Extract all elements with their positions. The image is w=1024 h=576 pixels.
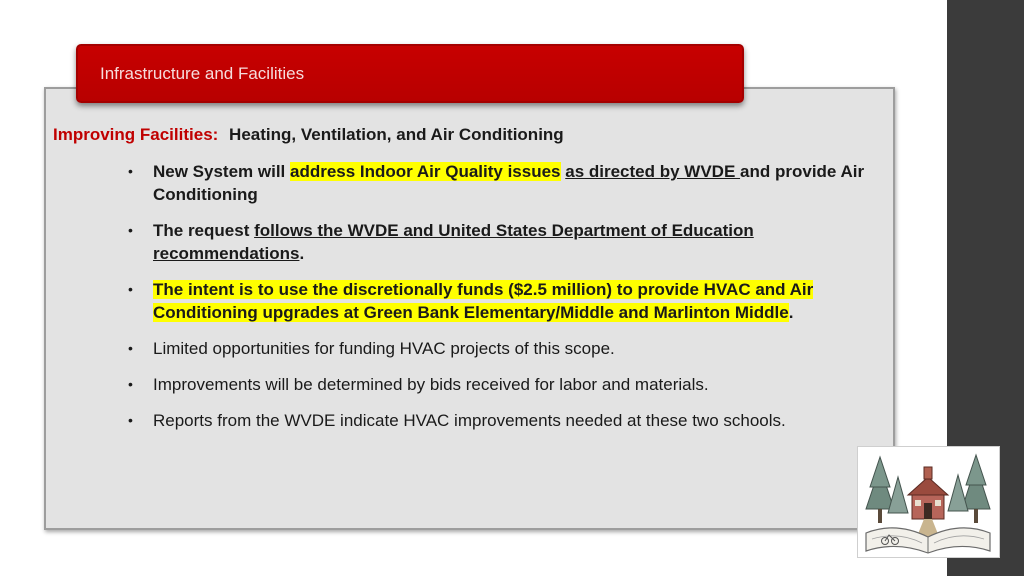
bullet-item-intent xyxy=(128,278,871,324)
bullet-item-limited-opportunities xyxy=(128,337,871,360)
section-heading xyxy=(53,125,564,145)
bullet-icon: • xyxy=(128,412,133,428)
underlined-text: follows the WVDE and United States Department of Education recommendations xyxy=(153,221,754,263)
bullet-icon: • xyxy=(128,163,133,179)
bullet-text: Reports from the WVDE indicate HVAC improvements needed at these two schools. xyxy=(153,411,786,430)
heading-label: Improving Facilities: xyxy=(53,125,219,144)
bullet-text: and provide Air Conditioning xyxy=(153,162,865,204)
bullet-item-new-system xyxy=(128,160,871,206)
bullet-text: . xyxy=(788,303,794,322)
bullet-text: The request xyxy=(153,221,255,240)
bullet-icon: • xyxy=(128,222,133,238)
bullet-item-improvements xyxy=(128,373,871,396)
highlighted-text: address Indoor Air Quality issues xyxy=(290,162,561,181)
bullet-icon: • xyxy=(128,340,133,356)
bullet-item-request xyxy=(128,219,871,265)
bullet-text: . xyxy=(299,244,305,263)
slide-title: Infrastructure and Facilities xyxy=(100,64,305,83)
bullet-text: New System will xyxy=(153,162,290,181)
bullet-item-reports xyxy=(128,409,871,432)
heading-topic: Heating, Ventilation, and Air Conditioning xyxy=(229,125,564,144)
bullet-icon: • xyxy=(128,281,133,297)
bullet-icon: • xyxy=(128,376,133,392)
title-banner xyxy=(76,44,744,103)
bullet-text: Limited opportunities for funding HVAC projects of this scope. xyxy=(153,339,615,358)
schoolhouse-book-logo-icon xyxy=(857,446,1000,558)
underlined-text: as directed by WVDE xyxy=(565,162,741,181)
bullet-list xyxy=(128,160,871,445)
bullet-text: Improvements will be determined by bids received for labor and materials. xyxy=(153,375,709,394)
highlighted-text: The intent is to use the discretionally funds ($2.5 million) to provide HVAC and Air Conditioning upgrades at Green Bank Elementary/Middle and Marlinton Middle xyxy=(153,280,814,322)
